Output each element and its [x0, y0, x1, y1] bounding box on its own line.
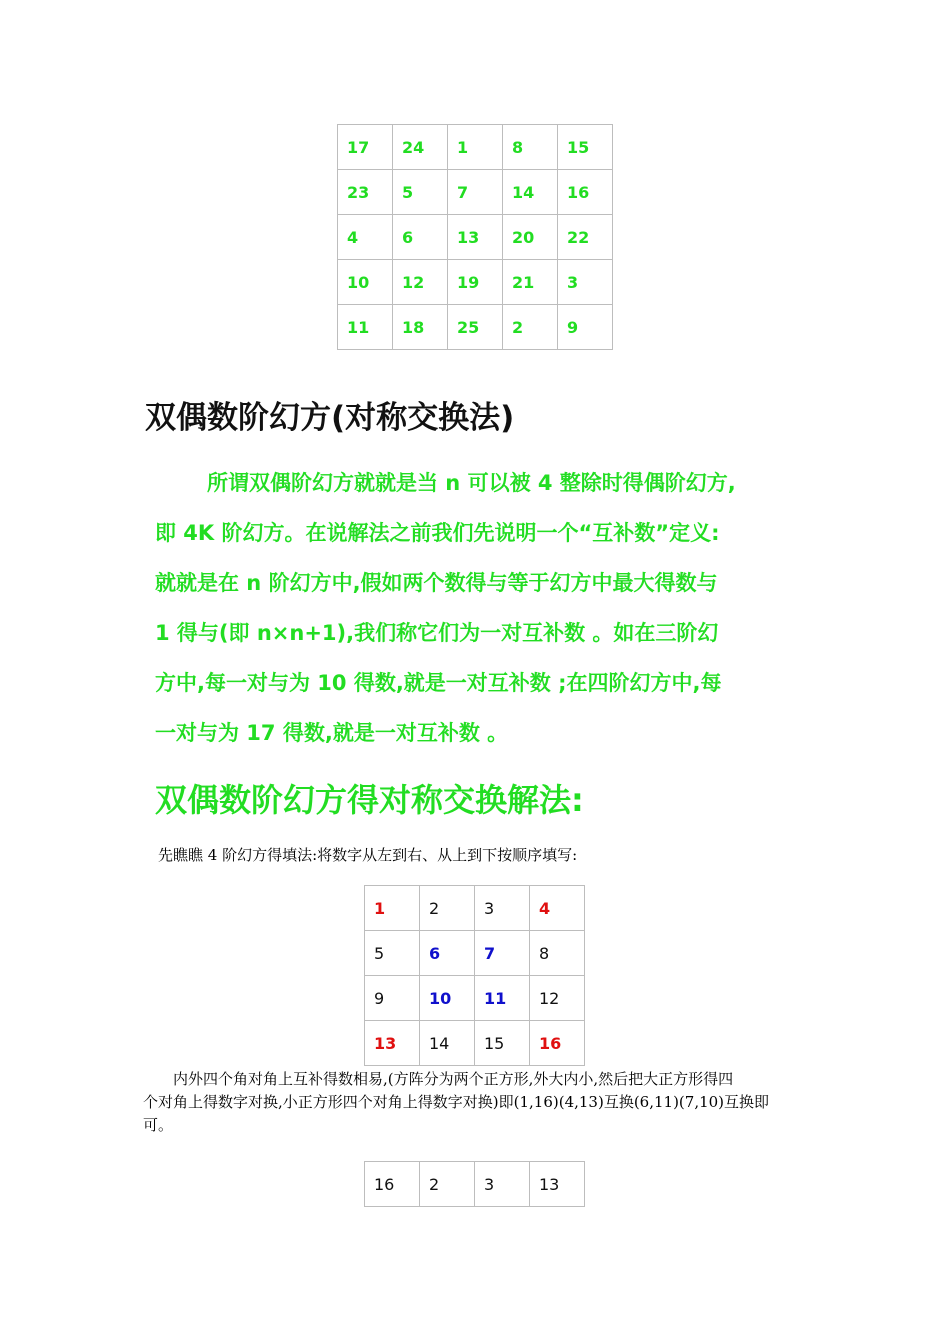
cell-corner: 1	[365, 886, 420, 931]
cell: 23	[338, 170, 393, 215]
cell: 14	[420, 1021, 475, 1066]
cell-inner-corner: 10	[420, 976, 475, 1021]
table-row	[365, 976, 585, 1021]
description-paragraph	[143, 1068, 813, 1137]
definition-paragraph	[155, 458, 815, 758]
cell: 15	[475, 1021, 530, 1066]
cell-inner-corner: 6	[420, 931, 475, 976]
paragraph-line: 一对与为 17 得数,就是一对互补数 。	[155, 721, 509, 745]
cell: 1	[448, 125, 503, 170]
cell: 20	[503, 215, 558, 260]
cell: 24	[393, 125, 448, 170]
table-row	[338, 305, 613, 350]
paragraph-line: 可。	[143, 1116, 174, 1134]
order-4-grid	[364, 885, 585, 1066]
cell: 18	[393, 305, 448, 350]
cell-corner: 16	[530, 1021, 585, 1066]
cell: 4	[338, 215, 393, 260]
section-title: 双偶数阶幻方(对称交换法)	[145, 400, 515, 436]
cell: 25	[448, 305, 503, 350]
cell-inner-corner: 7	[475, 931, 530, 976]
cell: 8	[530, 931, 585, 976]
paragraph-line: 即 4K 阶幻方。在说解法之前我们先说明一个“互补数”定义:	[155, 521, 720, 545]
paragraph-line: 所谓双偶阶幻方就就是当 n 可以被 4 整除时得偶阶幻方,	[207, 471, 736, 495]
intro-text: 先瞧瞧 4 阶幻方得填法:将数字从左到右、从上到下按顺序填写:	[158, 846, 578, 864]
table-row	[338, 170, 613, 215]
cell: 13	[448, 215, 503, 260]
cell: 8	[503, 125, 558, 170]
table-row	[365, 931, 585, 976]
cell: 16	[558, 170, 613, 215]
paragraph-line: 个对角上得数字对换,小正方形四个对角上得数字对换)即(1,16)(4,13)互换(6,11)(7,10)互换即	[143, 1093, 770, 1111]
cell: 13	[530, 1162, 585, 1207]
cell: 7	[448, 170, 503, 215]
cell: 2	[420, 1162, 475, 1207]
magic-square-5x5	[337, 124, 613, 350]
cell: 21	[503, 260, 558, 305]
table-row	[338, 215, 613, 260]
table-row	[365, 886, 585, 931]
table-row	[365, 1162, 585, 1207]
cell: 17	[338, 125, 393, 170]
cell: 22	[558, 215, 613, 260]
cell: 15	[558, 125, 613, 170]
cell: 5	[393, 170, 448, 215]
table-row	[338, 260, 613, 305]
cell: 2	[420, 886, 475, 931]
cell: 9	[558, 305, 613, 350]
result-grid	[364, 1161, 585, 1207]
cell: 14	[503, 170, 558, 215]
method-title: 双偶数阶幻方得对称交换解法:	[155, 781, 584, 819]
cell: 19	[448, 260, 503, 305]
cell: 9	[365, 976, 420, 1021]
paragraph-line: 方中,每一对与为 10 得数,就是一对互补数 ;在四阶幻方中,每	[155, 671, 722, 695]
cell: 2	[503, 305, 558, 350]
paragraph-line: 内外四个角对角上互补得数相易,(方阵分为两个正方形,外大内小,然后把大正方形得四	[173, 1070, 734, 1088]
table-row	[365, 1021, 585, 1066]
cell: 3	[558, 260, 613, 305]
paragraph-line: 1 得与(即 n×n+1),我们称它们为一对互补数 。如在三阶幻	[155, 621, 719, 645]
cell: 3	[475, 1162, 530, 1207]
paragraph-line: 就就是在 n 阶幻方中,假如两个数得与等于幻方中最大得数与	[155, 571, 718, 595]
cell: 12	[393, 260, 448, 305]
cell: 3	[475, 886, 530, 931]
cell: 12	[530, 976, 585, 1021]
cell: 11	[338, 305, 393, 350]
cell-corner: 4	[530, 886, 585, 931]
cell-inner-corner: 11	[475, 976, 530, 1021]
cell: 10	[338, 260, 393, 305]
cell: 6	[393, 215, 448, 260]
cell: 5	[365, 931, 420, 976]
cell: 16	[365, 1162, 420, 1207]
table-row	[338, 125, 613, 170]
cell-corner: 13	[365, 1021, 420, 1066]
